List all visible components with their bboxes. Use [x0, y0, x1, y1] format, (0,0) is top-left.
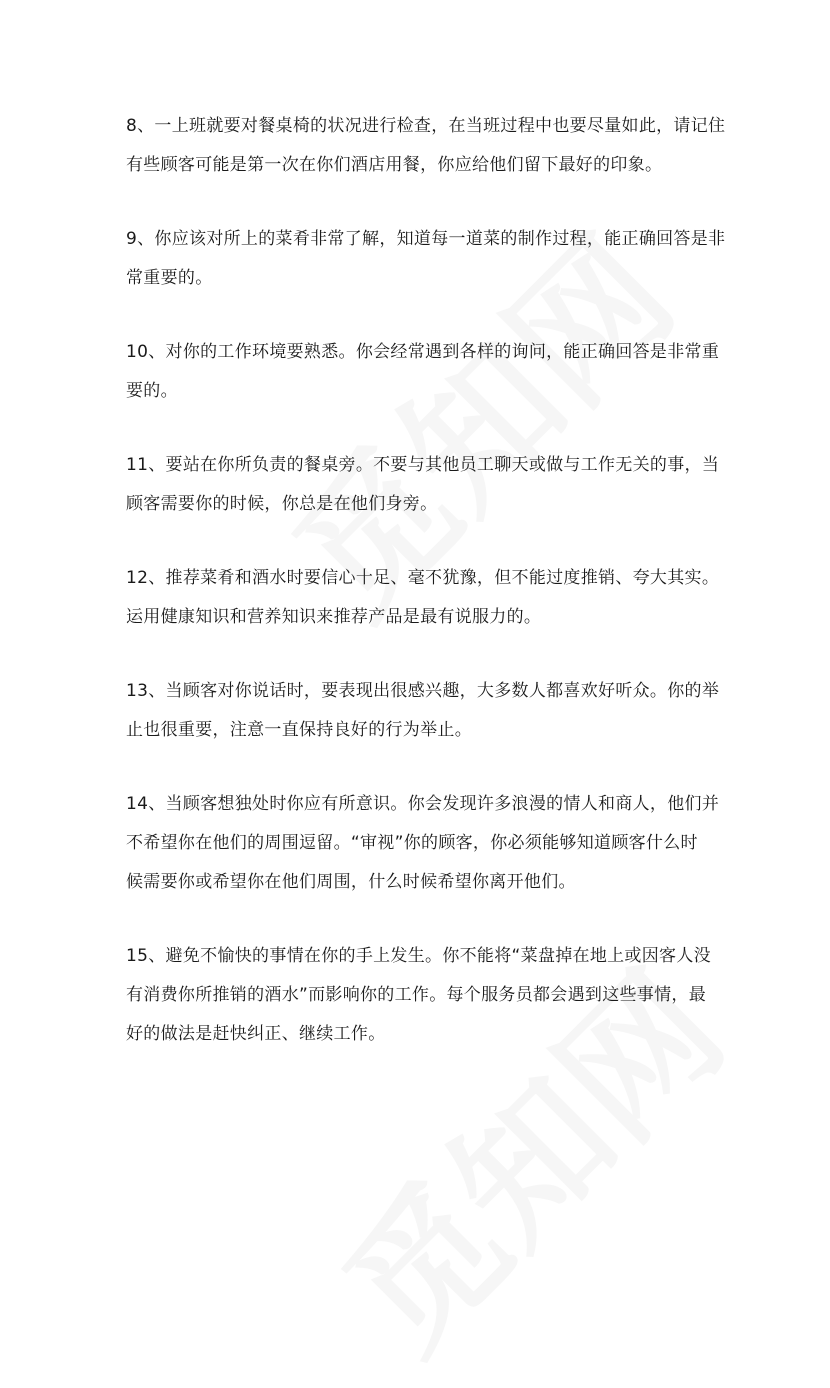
paragraph-line: 止也很重要，注意一直保持良好的行为举止。 [126, 720, 472, 740]
paragraph-line: 运用健康知识和营养知识来推荐产品是最有说服力的。 [126, 607, 542, 627]
paragraph-line: 好的做法是赶快纠正、继续工作。 [126, 1024, 386, 1044]
paragraph-12 [126, 559, 720, 637]
paragraph-line: 候需要你或希望你在他们周围，什么时候希望你离开他们。 [126, 872, 576, 892]
document-body [126, 107, 726, 1089]
paragraph-8 [126, 107, 726, 185]
paragraph-line: 13、当顾客对你说话时，要表现出很感兴趣，大多数人都喜欢好听众。你的举 [126, 681, 720, 701]
paragraph-9 [126, 220, 726, 298]
paragraph-15 [126, 937, 711, 1054]
paragraph-line: 8、一上班就要对餐桌椅的状况进行检查，在当班过程中也要尽量如此，请记住 [126, 116, 726, 136]
paragraph-line: 11、要站在你所负责的餐桌旁。不要与其他员工聊天或做与工作无关的事，当 [126, 455, 720, 475]
paragraph-line: 9、你应该对所上的菜肴非常了解，知道每一道菜的制作过程，能正确回答是非 [126, 229, 726, 249]
paragraph-line: 14、当顾客想独处时你应有所意识。你会发现许多浪漫的情人和商人，他们并 [126, 794, 720, 814]
paragraph-line: 要的。 [126, 381, 178, 401]
paragraph-line: 有消费你所推销的酒水”而影响你的工作。每个服务员都会遇到这些事情，最 [126, 985, 707, 1005]
paragraph-line: 不希望你在他们的周围逗留。“审视”你的顾客，你必须能够知道顾客什么时 [126, 833, 698, 853]
paragraph-line: 15、避免不愉快的事情在你的手上发生。你不能将“菜盘掉在地上或因客人没 [126, 946, 711, 966]
paragraph-10 [126, 333, 720, 411]
paragraph-line: 12、推荐菜肴和酒水时要信心十足、毫不犹豫，但不能过度推销、夸大其实。 [126, 568, 720, 588]
paragraph-13 [126, 672, 720, 750]
paragraph-line: 顾客需要你的时候，你总是在他们身旁。 [126, 494, 438, 514]
paragraph-line: 常重要的。 [126, 268, 213, 288]
paragraph-line: 10、对你的工作环境要熟悉。你会经常遇到各样的询问，能正确回答是非常重 [126, 342, 720, 362]
paragraph-11 [126, 446, 720, 524]
paragraph-14 [126, 785, 720, 902]
paragraph-line: 有些顾客可能是第一次在你们酒店用餐，你应给他们留下最好的印象。 [126, 155, 663, 175]
